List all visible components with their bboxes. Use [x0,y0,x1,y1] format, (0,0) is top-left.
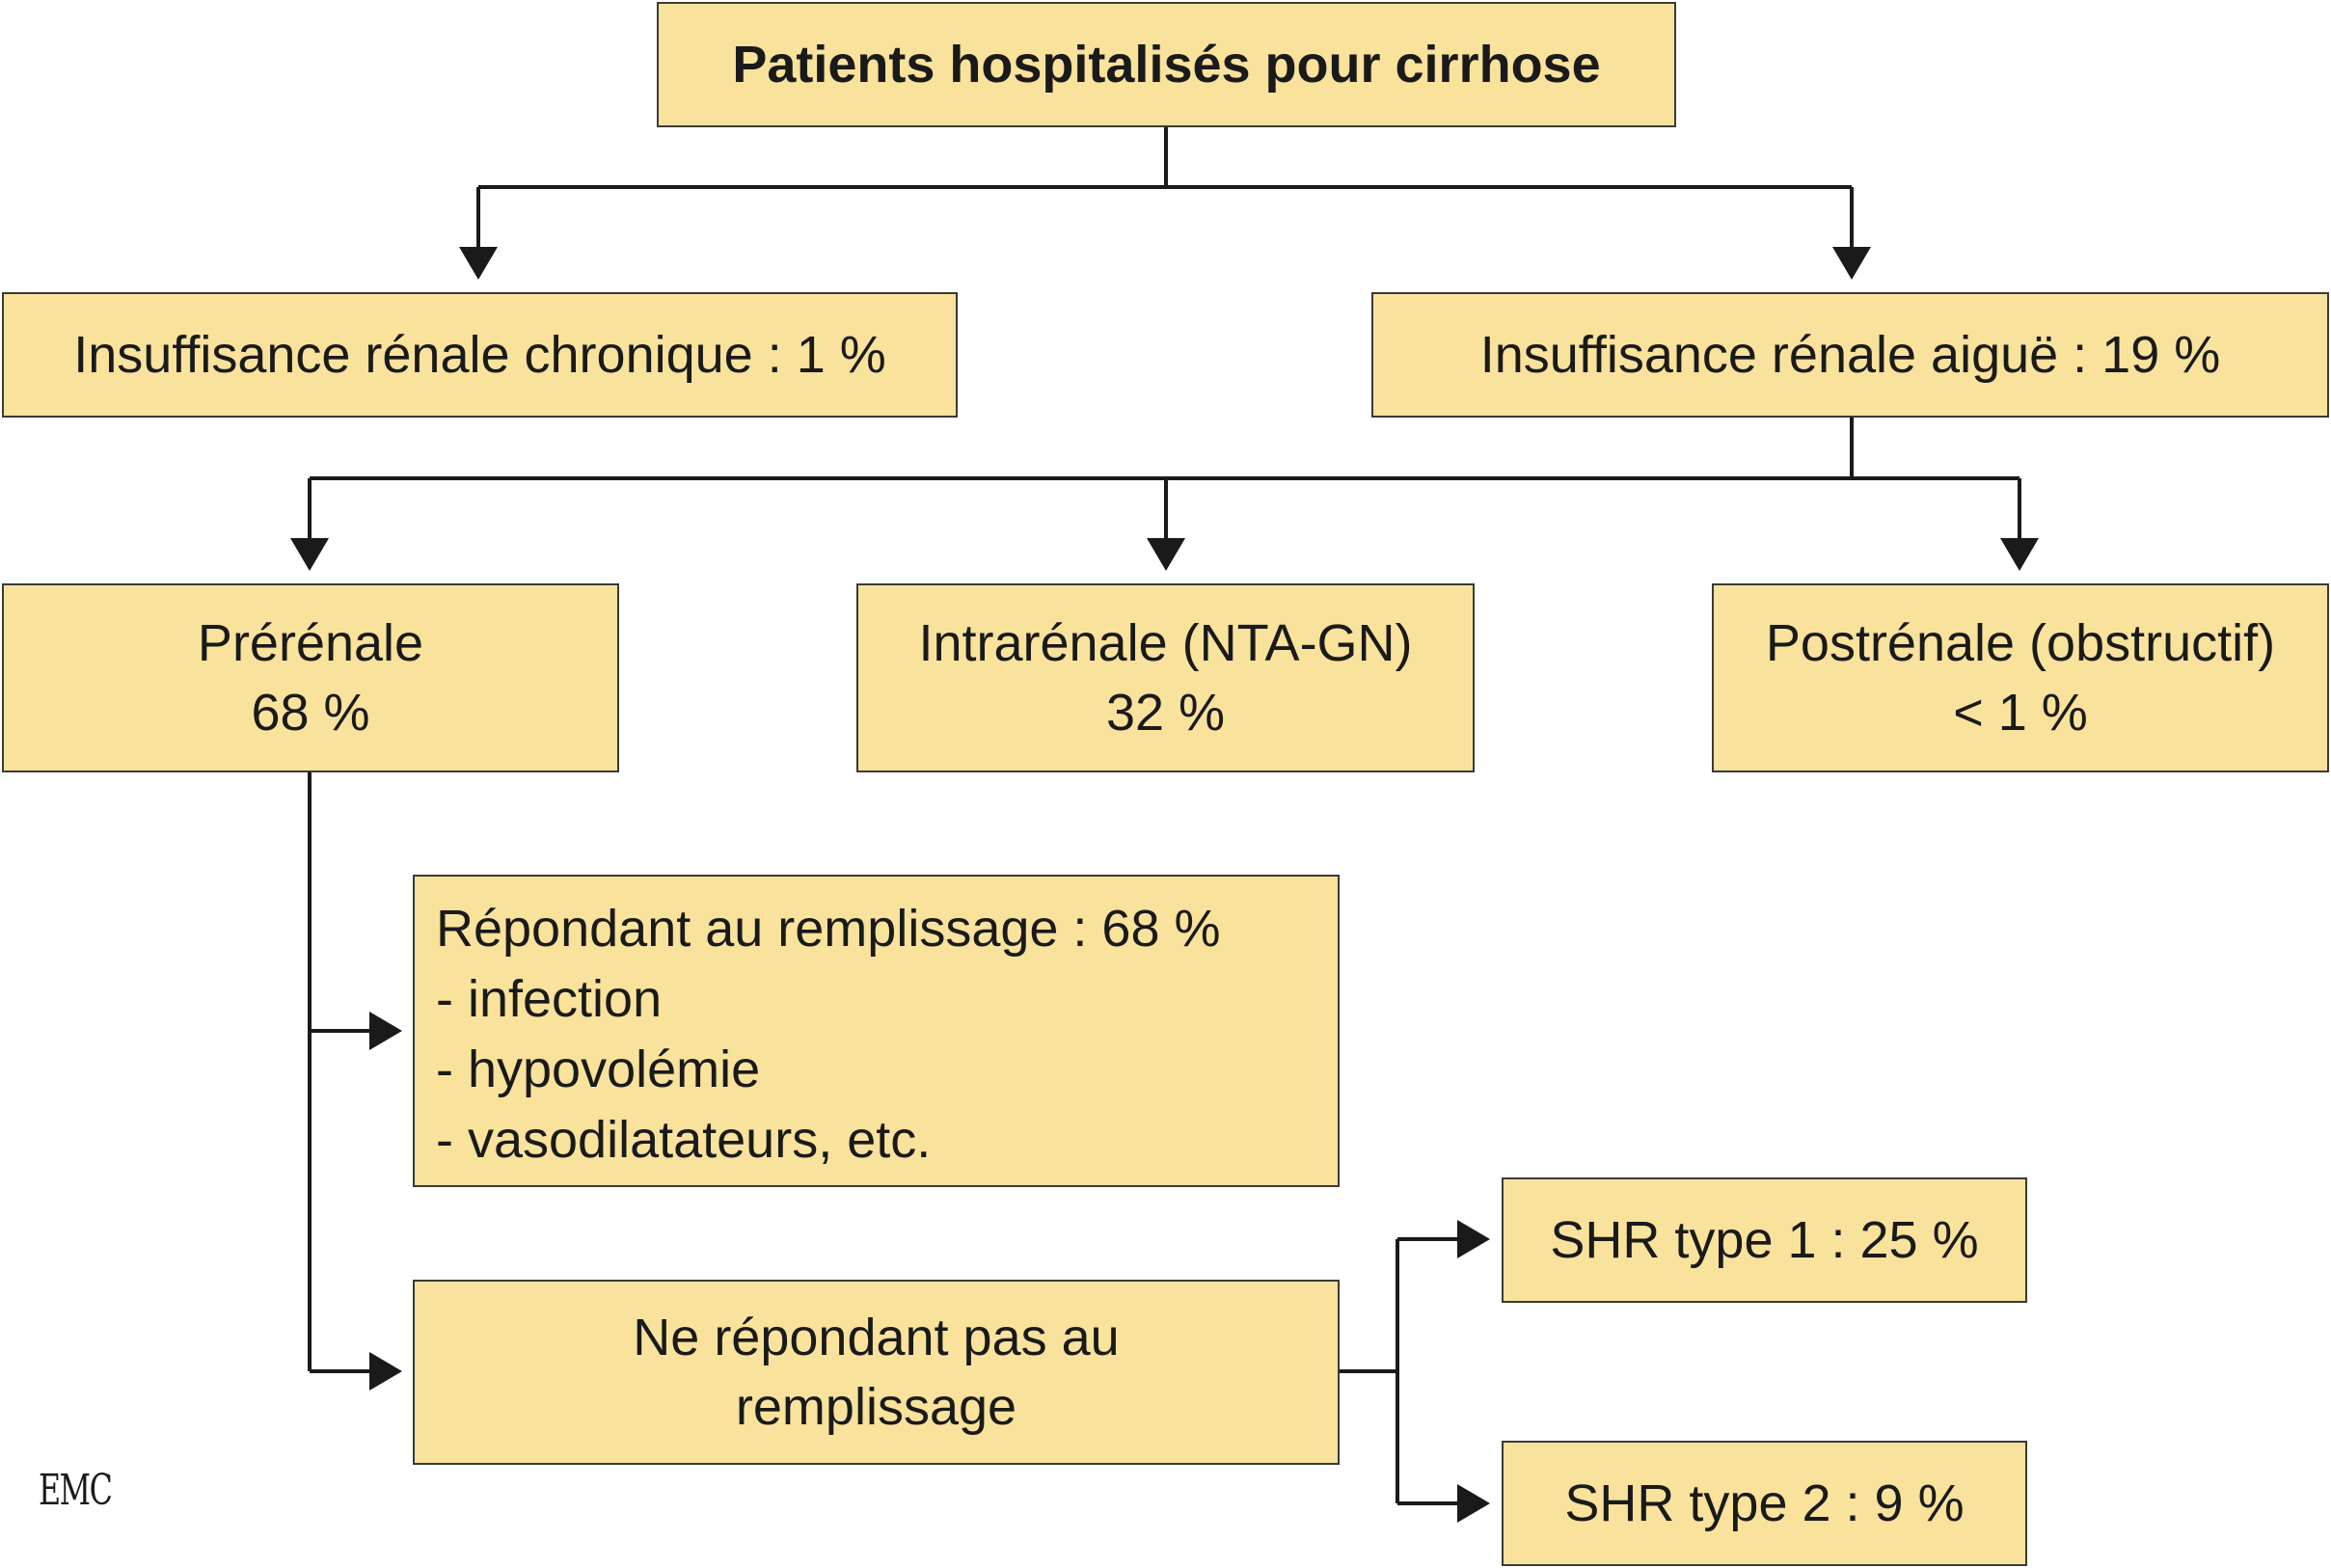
acute-label: Insuffisance rénale aiguë : 19 % [1479,325,2221,384]
prerenal-value: 68 % [251,684,370,742]
intrarenal-box [856,583,1475,772]
non-responders-line1: Ne répondant pas au [633,1308,1120,1366]
shr2-label: SHR type 2 : 9 % [1564,1473,1965,1532]
postrenal-box [1712,583,2329,772]
arrowhead-chronic [459,247,498,280]
arrowhead-shr1 [1457,1220,1490,1258]
arrowhead-acute [1832,247,1871,280]
intrarenal-value: 32 % [1105,684,1226,742]
chronic-label: Insuffisance rénale chronique : 1 % [73,325,886,384]
arrowhead-prerenal [290,538,329,571]
responders-box [413,875,1340,1187]
arrowhead-shr2 [1457,1484,1490,1523]
responders-item-hypovolemie: - hypovolémie [436,1040,761,1098]
arrowhead-intrarenal [1147,538,1185,571]
emc-logo: EMC [39,1466,112,1515]
intrarenal-name: Intrarénale (NTA-GN) [918,613,1413,672]
prerenal-box [2,583,619,772]
shr1-box [1502,1177,2027,1303]
responders-item-vasodilatateurs: - vasodilatateurs, etc. [436,1110,932,1169]
shr2-box [1502,1441,2027,1566]
shr1-label: SHR type 1 : 25 % [1550,1210,1979,1269]
root-label: Patients hospitalisés pour cirrhose [732,35,1601,94]
responders-item-infection: - infection [436,969,663,1028]
non-responders-line2: remplissage [735,1378,1017,1436]
arrowhead-postrenal [2000,538,2039,571]
prerenal-name: Prérénale [197,613,424,672]
postrenal-value: < 1 % [1953,684,2088,742]
arrowhead-non-responders [369,1352,402,1391]
responders-title: Répondant au remplissage : 68 % [436,900,1221,958]
arrowhead-responders [369,1012,402,1050]
root-box [657,2,1676,127]
chronic-box [2,292,958,418]
acute-box [1371,292,2329,418]
postrenal-name: Postrénale (obstructif) [1765,613,2276,672]
non-responders-box [413,1280,1340,1465]
